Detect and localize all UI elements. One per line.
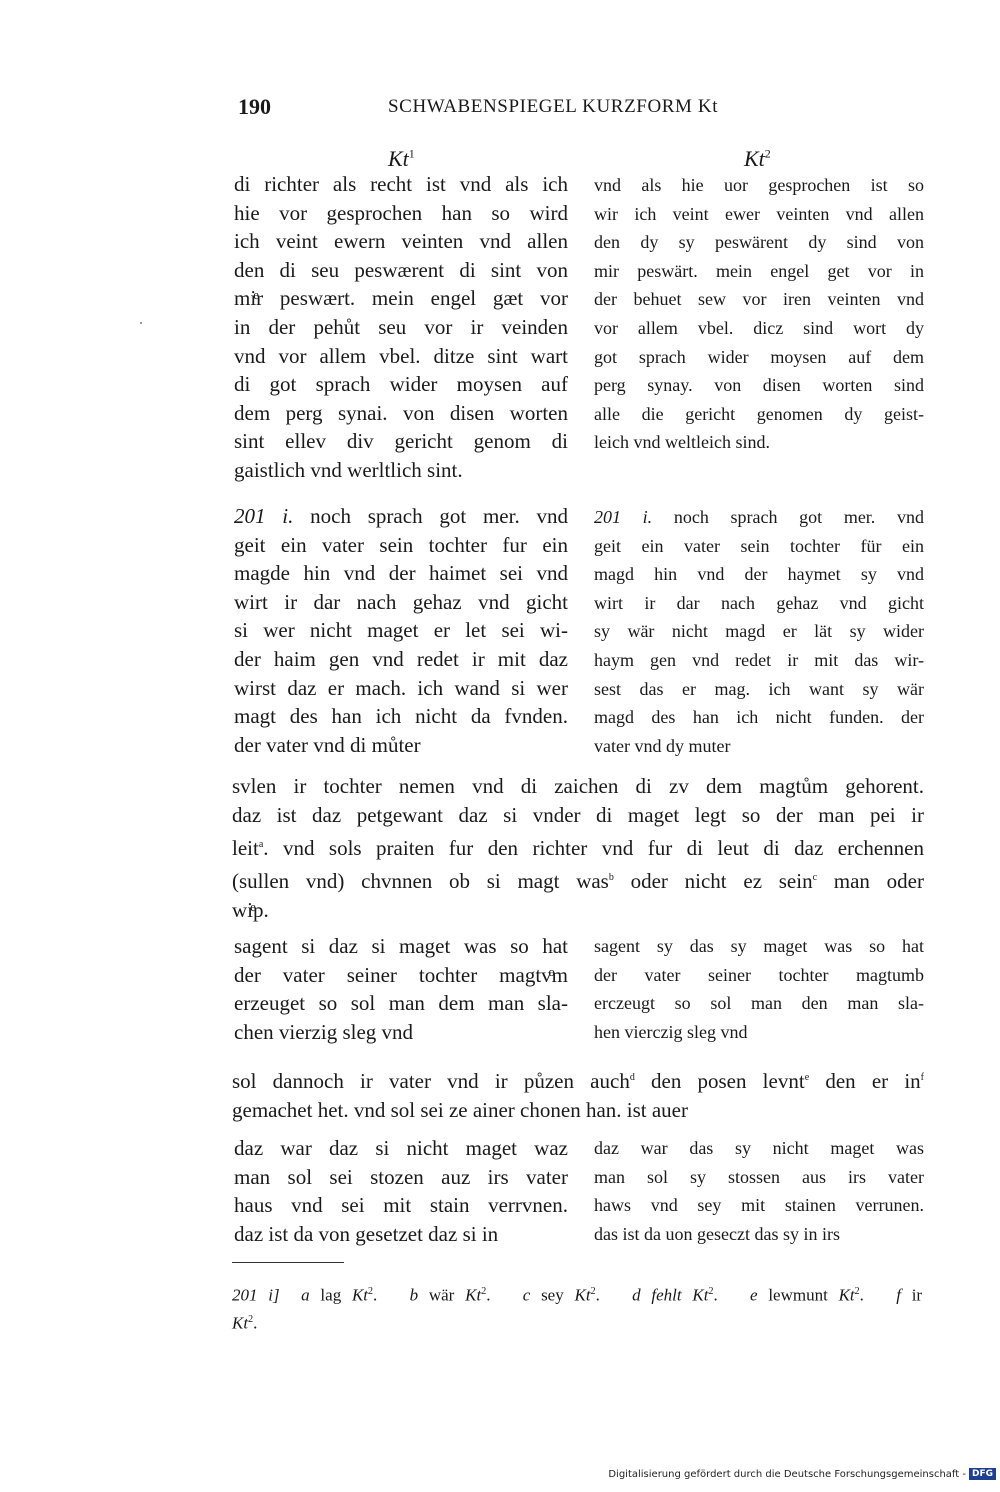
footnote-segment: . (859, 1285, 897, 1305)
footnote-segment: c (522, 1285, 531, 1305)
footnote-segment: 201 i] (232, 1285, 280, 1305)
text-line: magde hin vnd der haimet sei vnd (234, 561, 568, 586)
text-line: perg synay. von disen worten sind (594, 375, 924, 396)
text-line: sagent sy das sy maget was so hat (594, 936, 924, 956)
text-line: dem perg synai. von disen worten (234, 400, 568, 425)
text-line: in der pehůt seu vor ir veinden (234, 314, 568, 339)
footnote-segment: . (373, 1285, 410, 1305)
text-line: ich veint ewern veinten vnd allen (234, 229, 568, 254)
text-line: miͤr peswært. mein engel gæt vor (234, 286, 568, 311)
footnote-segment: ir (900, 1285, 923, 1305)
superscript: 2 (708, 1286, 714, 1297)
text-line: haws vnd sey mit stainen verrunen. (594, 1195, 924, 1216)
text-line: haus vnd sei mit stain verrvnen. (234, 1193, 568, 1218)
text-line: wirst daz er mach. ich wand si wer (234, 675, 568, 700)
text-line: wirt ir dar nach gehaz vnd gicht (594, 592, 924, 613)
text-line: chen vierzig sleg vnd (234, 1019, 414, 1044)
text-line: sest das er mag. ich want sy wär (594, 678, 924, 699)
footnote-segment: sey (530, 1285, 575, 1305)
kt2-block-1 (594, 171, 924, 457)
footnote-segment: lewmunt (757, 1285, 839, 1305)
footnote-segment: e (750, 1285, 758, 1305)
digitization-credit (608, 1468, 996, 1480)
text-line: man sol sy stossen aus irs vater (594, 1166, 924, 1187)
text-line: vor allem vbel. dicz sind wort dy (594, 317, 924, 338)
text-line: vnd vor allem vbel. ditze sint wart (234, 343, 568, 368)
kt1-block-4 (234, 1134, 568, 1248)
footnote-segment: lag (309, 1285, 352, 1305)
footnote-line (232, 1308, 922, 1336)
superscript: 2 (481, 1286, 487, 1297)
text-line: der vater vnd di můter (234, 732, 421, 757)
kt2-block-2 (594, 503, 924, 760)
footnote-apparatus (232, 1280, 922, 1335)
footnote-segment: Kt (465, 1285, 482, 1305)
text-line: (sullen vnd) chvnnen ob si magt was$^b$ oder nicht ez sein$^c$ man oder (232, 869, 924, 893)
text-line: geit ein vater sein tochter für ein (594, 535, 924, 556)
text-line: mir peswärt. mein engel get vor in (594, 260, 924, 281)
footnote-rule (232, 1262, 344, 1263)
kt1-block-2 (234, 502, 568, 759)
superscript: 2 (590, 1286, 596, 1297)
superscript: 2 (368, 1286, 374, 1297)
footnote-segment: Kt (351, 1285, 369, 1305)
kt2-block-3 (594, 932, 924, 1046)
footnote-segment (280, 1286, 302, 1305)
text-line: sol dannoch ir vater vnd ir půzen auch$^d$ den posen levnt$^e$ den er $in^f$ (232, 1069, 924, 1093)
text-line: di got sprach wider moysen auf (234, 372, 568, 397)
text-line: haym gen vnd redet ir mit das wir- (594, 649, 924, 670)
text-line: magd hin vnd der haymet sy vnd (594, 564, 924, 585)
kt2-block-2-first-line: 201 i. noch sprach got mer. vnd (594, 507, 924, 527)
footnote-segment: d fehlt Kt (632, 1285, 709, 1305)
text-line: magt des han ich nicht da fvnden. (234, 704, 568, 729)
text-line: si wer nicht maget er let sei wi- (234, 618, 568, 643)
text-line: daz ist da von gesetzet daz si in (234, 1221, 499, 1246)
text-line: der haim gen vnd redet ir mit daz (234, 646, 568, 671)
text-line: der behuet sew vor iren veinten vnd (594, 289, 924, 310)
page-number: 190 (238, 94, 271, 119)
kt1-block-2-first-line: 201 i. noch sprach got mer. vnd (234, 504, 568, 528)
text-line: der vater seiner tochter magtumb (594, 964, 924, 985)
footnote-segment: . (595, 1285, 633, 1305)
footnote-segment: wär (418, 1285, 466, 1305)
footnote-marker: a (258, 839, 264, 850)
text-line: vnd als hie uor gesprochen ist so (594, 175, 924, 195)
column-head-kt1: Kt$^1$ (388, 146, 415, 171)
column-head-kt2: Kt$^2$ (744, 146, 771, 171)
kt1-block-3 (234, 932, 568, 1046)
text-line: gaistlich vnd werltlich sint. (234, 457, 463, 482)
text-line: das ist da uon geseczt das sy in irs (594, 1223, 840, 1244)
section-ref: 201 i. (594, 507, 653, 527)
footnote-marker: e (804, 1072, 810, 1083)
text-line: wirt ir dar nach gehaz vnd gicht (234, 589, 568, 614)
text-line: den di seu peswærent di sint von (234, 257, 568, 282)
text-line: di richter als recht ist vnd als ich (234, 172, 568, 196)
text-line: gemachet het. vnd sol sei ze ainer chonen han. ist auer (232, 1098, 688, 1122)
footnote-segment: a (301, 1285, 310, 1305)
footnote-line (232, 1280, 922, 1308)
common-paragraph-2 (232, 1063, 924, 1125)
footnote-segment: Kt (574, 1285, 591, 1305)
text-line: leit$^a$. vnd sols praiten fur den richter vnd fur di leut di daz erchennen (232, 836, 924, 860)
footnote-segment: . (253, 1313, 258, 1333)
footnote-segment: . (486, 1285, 523, 1305)
text-line: daz ist daz petgewant daz si vnder di maget legt so der man pei ir (232, 803, 924, 827)
section-ref: 201 i. (234, 504, 294, 528)
text-line: daz war daz si nicht maget waz (234, 1136, 568, 1160)
text-line: geit ein vater sein tochter fur ein (234, 532, 568, 557)
text-line: man sol sei stozen auz irs vater (234, 1164, 568, 1189)
text-line: got sprach wider moysen auf dem (594, 346, 924, 367)
text-line: hen vierczig sleg vnd (594, 1021, 748, 1042)
footnote-segment: . (713, 1285, 750, 1305)
text-line: leich vnd weltleich sind. (594, 432, 770, 453)
footnote-segment: f (896, 1285, 901, 1305)
footnote-segment: Kt (838, 1285, 855, 1305)
dfg-logo-icon: DFG (969, 1468, 996, 1480)
footnote-marker: d (629, 1072, 635, 1083)
footnote-marker: f (920, 1072, 924, 1083)
text-line: sagent si daz si maget was so hat (234, 934, 568, 958)
text-line: hie vor gesprochen han so wird (234, 200, 568, 225)
credit-text: Digitalisierung gefördert durch die Deutsche Forschungsgemeinschaft - (608, 1468, 966, 1480)
text-line: svlen ir tochter nemen vnd di zaichen di zv dem magtům gehorent. (232, 774, 924, 798)
text-line: den dy sy peswärent dy sind von (594, 232, 924, 253)
footnote-segment: b (409, 1285, 419, 1305)
superscript: 2 (854, 1286, 860, 1297)
superscript: 2 (248, 1313, 254, 1325)
page-speck (140, 322, 142, 324)
common-paragraph-1 (232, 772, 924, 925)
footnote-segment: Kt (232, 1313, 249, 1333)
text-line: alle die gericht genomen dy geist- (594, 403, 924, 424)
footnote-marker: b (608, 872, 614, 883)
text-line: wiͤp. (232, 898, 269, 922)
text-line: wir ich veint ewer veinten vnd allen (594, 203, 924, 224)
kt1-block-2-lines (234, 531, 568, 760)
text-line: erczeugt so sol man den man sla- (594, 993, 924, 1014)
text-line: sint ellev div gericht genom di (234, 429, 568, 454)
footnote-marker: c (812, 872, 818, 883)
text-line: der vater seiner tochter magtvͦm (234, 962, 568, 987)
text-line: daz war das sy nicht maget was (594, 1138, 924, 1158)
kt2-block-4 (594, 1134, 924, 1248)
running-head: SCHWABENSPIEGEL KURZFORM Kt (388, 96, 719, 117)
kt2-block-2-lines (594, 532, 924, 761)
text-line: sy wär nicht magd er lät sy wider (594, 621, 924, 642)
text-line: vater vnd dy muter (594, 735, 731, 756)
kt1-block-1 (234, 170, 568, 485)
text-line: magd des han ich nicht funden. der (594, 707, 924, 728)
text-line: erzeuget so sol man dem man sla- (234, 991, 568, 1016)
